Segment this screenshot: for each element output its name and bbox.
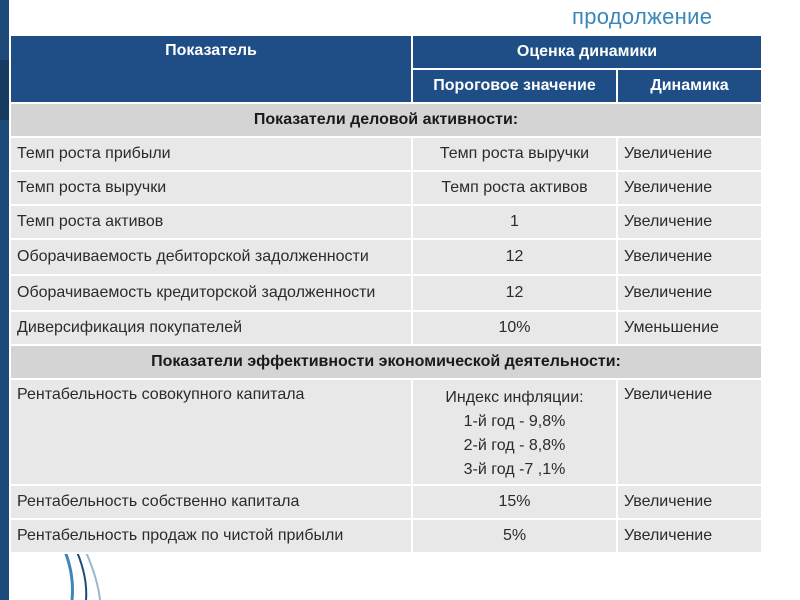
indicator-name: Оборачиваемость дебиторской задолженности: [10, 239, 412, 275]
threshold-value: 12: [412, 275, 617, 311]
table-row: [10, 275, 762, 311]
threshold-value: 15%: [412, 485, 617, 519]
threshold-line: 2-й год - 8,8%: [463, 437, 566, 454]
dynamics-value: Увеличение: [617, 485, 762, 519]
indicator-name: Темп роста прибыли: [10, 137, 412, 171]
dynamics-value: Уменьшение: [617, 311, 762, 345]
header-threshold: Пороговое значение: [412, 69, 617, 103]
threshold-line: 1-й год - 9,8%: [463, 413, 566, 430]
header-dynamics: Динамика: [617, 69, 762, 103]
dynamics-value: Увеличение: [617, 137, 762, 171]
section-row: [10, 345, 762, 379]
threshold-value: Темп роста активов: [412, 171, 617, 205]
indicator-name: Рентабельность собственно капитала: [10, 485, 412, 519]
table-row: [10, 205, 762, 239]
table-row: [10, 137, 762, 171]
indicator-name: Темп роста активов: [10, 205, 412, 239]
section-title: Показатели деловой активности:: [10, 103, 762, 137]
section-title: Показатели эффективности экономической деятельности:: [10, 345, 762, 379]
threshold-value: 12: [412, 239, 617, 275]
indicator-name: Оборачиваемость кредиторской задолженности: [10, 275, 412, 311]
dynamics-value: Увеличение: [617, 379, 762, 485]
dynamics-value: Увеличение: [617, 239, 762, 275]
threshold-value: 10%: [412, 311, 617, 345]
section-row: [10, 103, 762, 137]
slide-subtitle: продолжение: [572, 4, 713, 29]
indicators-table: [9, 34, 763, 554]
table-row: [10, 519, 762, 553]
threshold-line: Индекс инфляции:: [445, 389, 584, 406]
table-row: [10, 379, 762, 485]
threshold-value: [412, 379, 617, 485]
indicator-name: Рентабельность продаж по чистой прибыли: [10, 519, 412, 553]
indicator-name: Темп роста выручки: [10, 171, 412, 205]
table-row: [10, 485, 762, 519]
table-row: [10, 171, 762, 205]
dynamics-value: Увеличение: [617, 519, 762, 553]
indicator-name: Диверсификация покупателей: [10, 311, 412, 345]
dynamics-value: Увеличение: [617, 171, 762, 205]
dynamics-value: Увеличение: [617, 275, 762, 311]
threshold-value: 1: [412, 205, 617, 239]
threshold-value: 5%: [412, 519, 617, 553]
indicator-name: Рентабельность совокупного капитала: [10, 379, 412, 485]
table-row: [10, 311, 762, 345]
table-row: [10, 239, 762, 275]
header-indicator: Показатель: [10, 35, 412, 103]
threshold-line: 3-й год -7 ,1%: [463, 461, 566, 478]
header-assessment: Оценка динамики: [412, 35, 762, 69]
header-row: [10, 35, 762, 69]
dynamics-value: Увеличение: [617, 205, 762, 239]
threshold-value: Темп роста выручки: [412, 137, 617, 171]
